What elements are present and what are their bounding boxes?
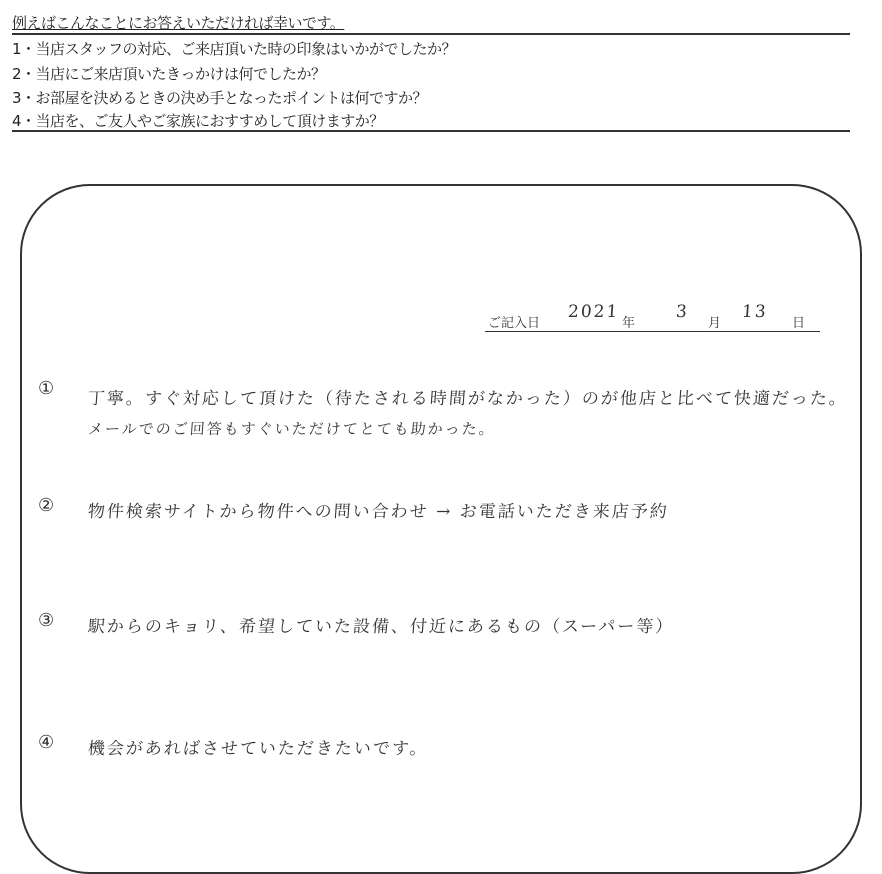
question-4: 4・当店を、ご友人やご家族におすすめして頂けますか？ bbox=[12, 112, 384, 130]
answer-number: ② bbox=[38, 495, 55, 516]
answer-box bbox=[20, 184, 862, 874]
question-1: 1・当店スタッフの対応、ご来店頂いた時の印象はいかがでしたか？ bbox=[12, 40, 457, 58]
date-day: 13 bbox=[741, 302, 769, 322]
answer-text: 丁寧。すぐ対応して頂けた（待たされる時間がなかった）のが他店と比べて快適だった。 bbox=[87, 389, 849, 409]
date-year-unit: 年 bbox=[622, 316, 636, 331]
date-month: 3 bbox=[675, 302, 690, 322]
divider bbox=[12, 130, 850, 132]
date-day-unit: 日 bbox=[792, 316, 806, 331]
question-3: 3・お部屋を決めるときの決め手となったポイントは何ですか？ bbox=[12, 89, 428, 107]
answer-number: ③ bbox=[38, 610, 55, 631]
answer-number: ① bbox=[38, 378, 55, 399]
answer-text: 駅からのキョリ、希望していた設備、付近にあるもの（スーパー等） bbox=[87, 617, 675, 637]
answer-text: メールでのご回答もすぐいただけてとても助かった。 bbox=[87, 420, 497, 438]
date-label: ご記入日 bbox=[488, 316, 541, 331]
divider bbox=[12, 33, 850, 35]
answer-number: ④ bbox=[38, 732, 55, 753]
date-underline bbox=[485, 331, 820, 332]
date-year: 2021 bbox=[567, 302, 620, 322]
intro-text: 例えばこんなことにお答えいただければ幸いです。 bbox=[12, 14, 345, 32]
date-month-unit: 月 bbox=[708, 316, 722, 331]
answer-text: 機会があればさせていただきたいです。 bbox=[87, 739, 430, 759]
answer-text: 物件検索サイトから物件への問い合わせ → お電話いただき来店予約 bbox=[87, 502, 670, 522]
question-2: 2・当店にご来店頂いたきっかけは何でしたか？ bbox=[12, 65, 326, 83]
